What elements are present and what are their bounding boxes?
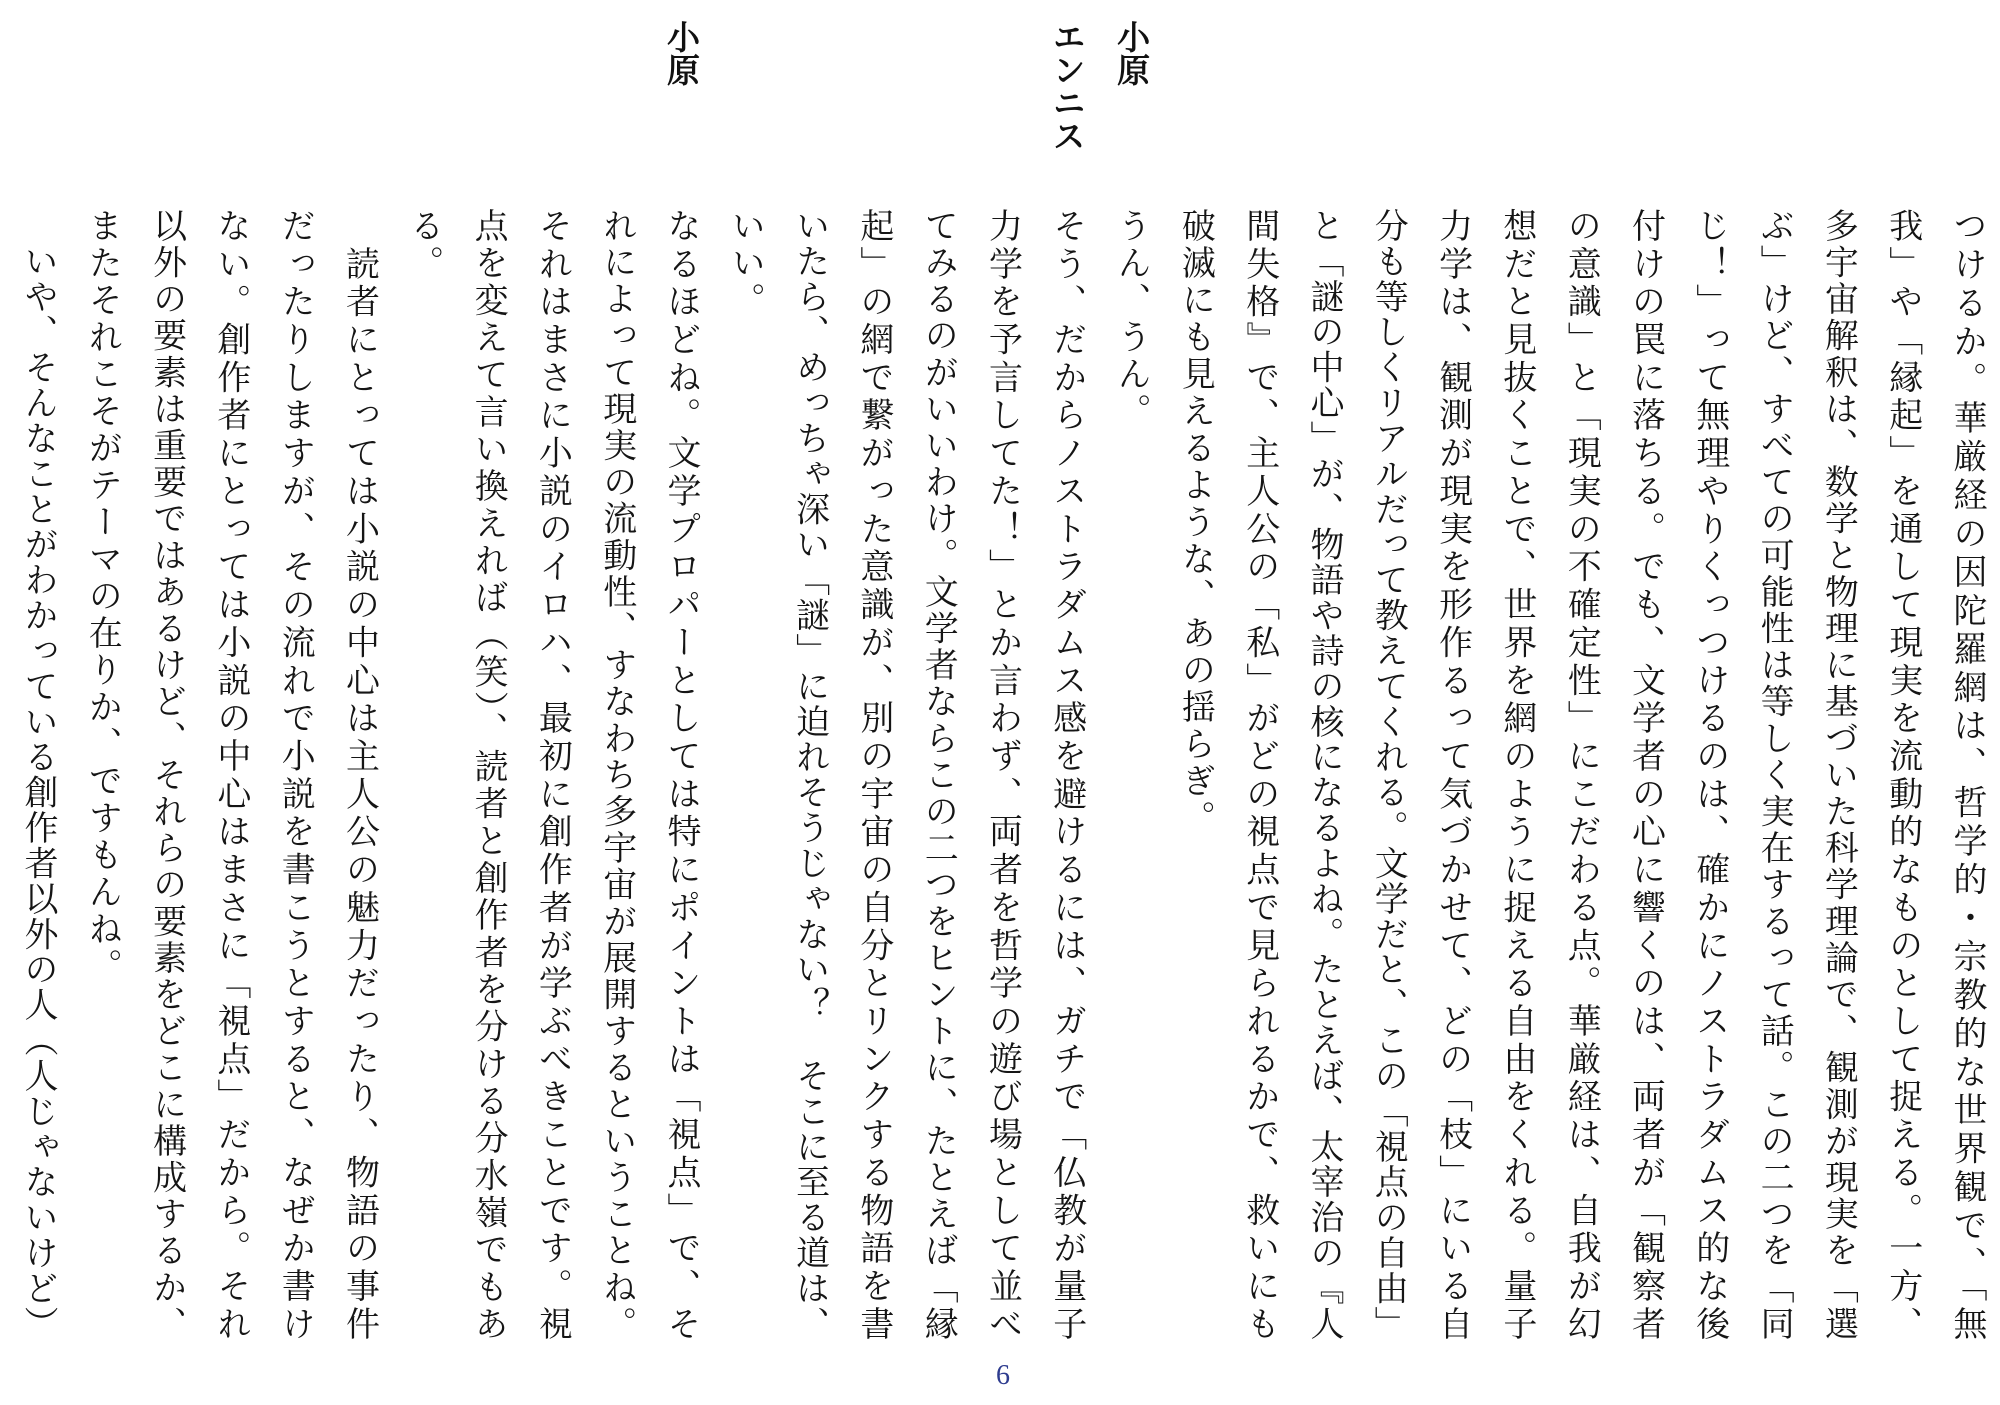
text-column: いや、そんなことがわかっている創作者以外の人（人じゃないけど） bbox=[18, 208, 58, 1340]
text-column: いたら、めっちゃ深い「謎」に迫れそうじゃない？ そこに至る道は、 bbox=[789, 208, 830, 1340]
text-column: 力学を予言してた！」とか言わず、両者を哲学の遊び場として並べ bbox=[982, 208, 1023, 1340]
text-column: 我」や「縁起」を通して現実を流動的なものとして捉える。一方、 bbox=[1882, 208, 1923, 1340]
text-column: ぶ」けど、すべての可能性は等しく実在するって話。この二つを「同 bbox=[1754, 208, 1795, 1340]
text-column: 分も等しくリアルだって教えてくれる。文学だと、この「視点の自由」 bbox=[1368, 208, 1409, 1340]
text-column: 想だと見抜くことで、世界を網のように捉える自由をくれる。量子 bbox=[1496, 208, 1537, 1340]
text-column: 力学は、観測が現実を形作るって気づかせて、どの「枝」にいる自 bbox=[1432, 208, 1473, 1340]
text-column: じ！」って無理やりくっつけるのは、確かにノストラダムス的な後 bbox=[1689, 208, 1730, 1340]
text-column: れによって現実の流動性、すなわち多宇宙が展開するということね。 bbox=[596, 208, 637, 1340]
speaker-name: 小原 bbox=[1112, 20, 1152, 86]
page-number: 6 bbox=[996, 1360, 1010, 1391]
text-column: つけるか。華厳経の因陀羅網は、哲学的・宗教的な世界観で、「無 bbox=[1947, 208, 1987, 1340]
text-column: 起」の網で繋がった意識が、別の宇宙の自分とリンクする物語を書 bbox=[853, 208, 894, 1340]
text-column: うん、うん。 bbox=[1111, 208, 1152, 430]
text-column: 点を変えて言い換えれば（笑）、読者と創作者を分ける分水嶺でもあ bbox=[468, 208, 509, 1340]
text-column: いい。 bbox=[725, 208, 766, 319]
text-column: だったりしますが、その流れで小説を書こうとすると、なぜか書け bbox=[275, 208, 316, 1340]
text-column: なるほどね。文学プロパーとしては特にポイントは「視点」で、そ bbox=[661, 208, 701, 1340]
speaker-name: エンニス bbox=[1047, 20, 1087, 152]
text-column: 読者にとっては小説の中心は主人公の魅力だったり、物語の事件 bbox=[339, 208, 380, 1340]
text-column: ない。創作者にとっては小説の中心はまさに「視点」だから。それ bbox=[210, 208, 251, 1340]
text-column: 間失格』で、主人公の「私」がどの視点で見られるかで、救いにも bbox=[1239, 208, 1280, 1340]
text-column: 多宇宙解釈は、数学と物理に基づいた科学理論で、観測が現実を「選 bbox=[1818, 208, 1859, 1340]
text-column: てみるのがいいわけ。文学者ならこの二つをヒントに、たとえば「縁 bbox=[918, 208, 959, 1340]
text-column: 破滅にも見えるような、あの揺らぎ。 bbox=[1175, 208, 1216, 837]
text-column: またそれこそがテーマの在りか、ですもんね。 bbox=[82, 208, 123, 985]
text-column: そう、だからノストラダムス感を避けるには、ガチで「仏教が量子 bbox=[1046, 208, 1087, 1340]
text-column: それはまさに小説のイロハ、最初に創作者が学ぶべきことです。視 bbox=[532, 208, 573, 1340]
text-column: る。 bbox=[403, 208, 444, 282]
text-column: 以外の要素は重要ではあるけど、それらの要素をどこに構成するか、 bbox=[146, 208, 187, 1341]
text-column: と「謎の中心」が、物語や詩の核になるよね。たとえば、太宰治の『人 bbox=[1304, 208, 1344, 1341]
speaker-name: 小原 bbox=[662, 20, 701, 86]
text-column: 付けの罠に落ちる。でも、文学者の心に響くのは、両者が「観察者 bbox=[1625, 208, 1666, 1340]
text-column: の意識」と「現実の不確定性」にこだわる点。華厳経は、自我が幻 bbox=[1561, 208, 1602, 1340]
